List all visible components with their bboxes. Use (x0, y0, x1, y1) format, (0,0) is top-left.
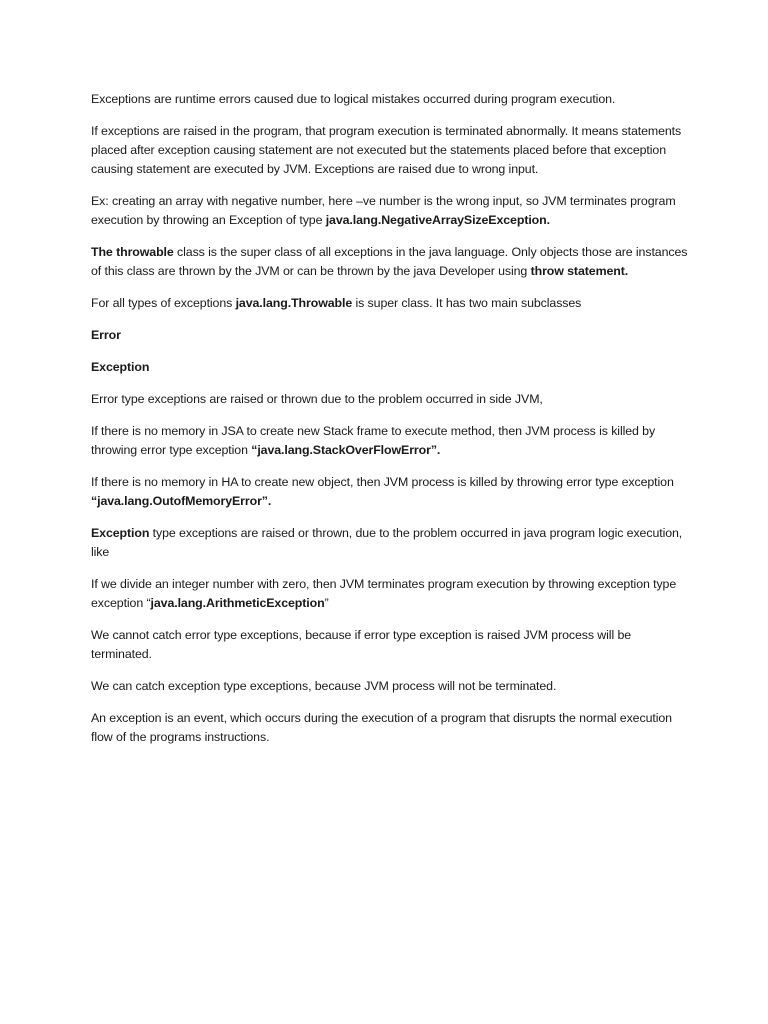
paragraph-text: If there is no memory in HA to create new object, then JVM process is killed by throwing error type exception (91, 475, 674, 489)
paragraph-cannot-catch: We cannot catch error type exceptions, because if error type exception is raised JVM process will be terminated. (91, 628, 632, 661)
class-name-bold: “java.lang.StackOverFlowError”. (251, 443, 441, 457)
paragraph-can-catch: We can catch exception type exceptions, because JVM process will not be terminated. (91, 679, 557, 693)
paragraph-exception-type (91, 524, 691, 562)
class-name-bold: java.lang.Throwable (235, 296, 353, 310)
paragraph-text: class is the super class of all exceptions in the java language. Only objects those are instances of this class are thrown by the JVM or can be thrown by the java Developer using (91, 245, 688, 278)
paragraph-text: ” (324, 596, 329, 610)
paragraph-text: is super class. It has two main subclasses (352, 296, 582, 310)
paragraph-out-of-memory (91, 473, 691, 511)
paragraph-text: For all types of exceptions (91, 296, 236, 310)
class-name-bold: java.lang.ArithmeticException (150, 596, 325, 610)
paragraph-text: If we divide an integer number with zero, then JVM terminates program execution by throwing exception type exception “ (91, 577, 677, 610)
paragraph-text: If there is no memory in JSA to create new Stack frame to execute method, then JVM process is killed by throwing error type exception (91, 424, 656, 457)
paragraph-abnormal-termination: If exceptions are raised in the program, that program execution is terminated abnormally. It means statements placed after exception causing statement are not executed but the statements placed before that exception causing statement are executed by JVM. Exceptions are raised due to wrong input. (91, 124, 682, 176)
heading-exception: Exception (91, 360, 150, 374)
paragraph-stack-overflow (91, 422, 691, 460)
class-name-bold: java.lang.NegativeArraySizeException. (325, 213, 550, 227)
paragraph-throwable-class (91, 243, 691, 281)
term-bold: The throwable (91, 245, 174, 259)
heading-error: Error (91, 328, 121, 342)
paragraph-event-definition: An exception is an event, which occurs during the execution of a program that disrupts the normal execution flow of the programs instructions. (91, 711, 672, 744)
term-bold: throw statement. (530, 264, 629, 278)
paragraph-text: Ex: creating an array with negative number, here –ve number is the wrong input, so JVM terminates program execution by throwing an Exception of type (91, 194, 676, 227)
term-bold: Exception (91, 526, 150, 540)
paragraph-exceptions-definition: Exceptions are runtime errors caused due to logical mistakes occurred during program execution. (91, 92, 616, 106)
document-body (91, 90, 691, 760)
paragraph-negative-array-example (91, 192, 691, 230)
class-name-bold: “java.lang.OutofMemoryError”. (91, 494, 272, 508)
paragraph-arithmetic (91, 575, 691, 613)
paragraph-text: type exceptions are raised or thrown, due to the problem occurred in java program logic execution, like (91, 526, 683, 559)
paragraph-superclass (91, 294, 691, 313)
paragraph-error-type: Error type exceptions are raised or thrown due to the problem occurred in side JVM, (91, 392, 543, 406)
